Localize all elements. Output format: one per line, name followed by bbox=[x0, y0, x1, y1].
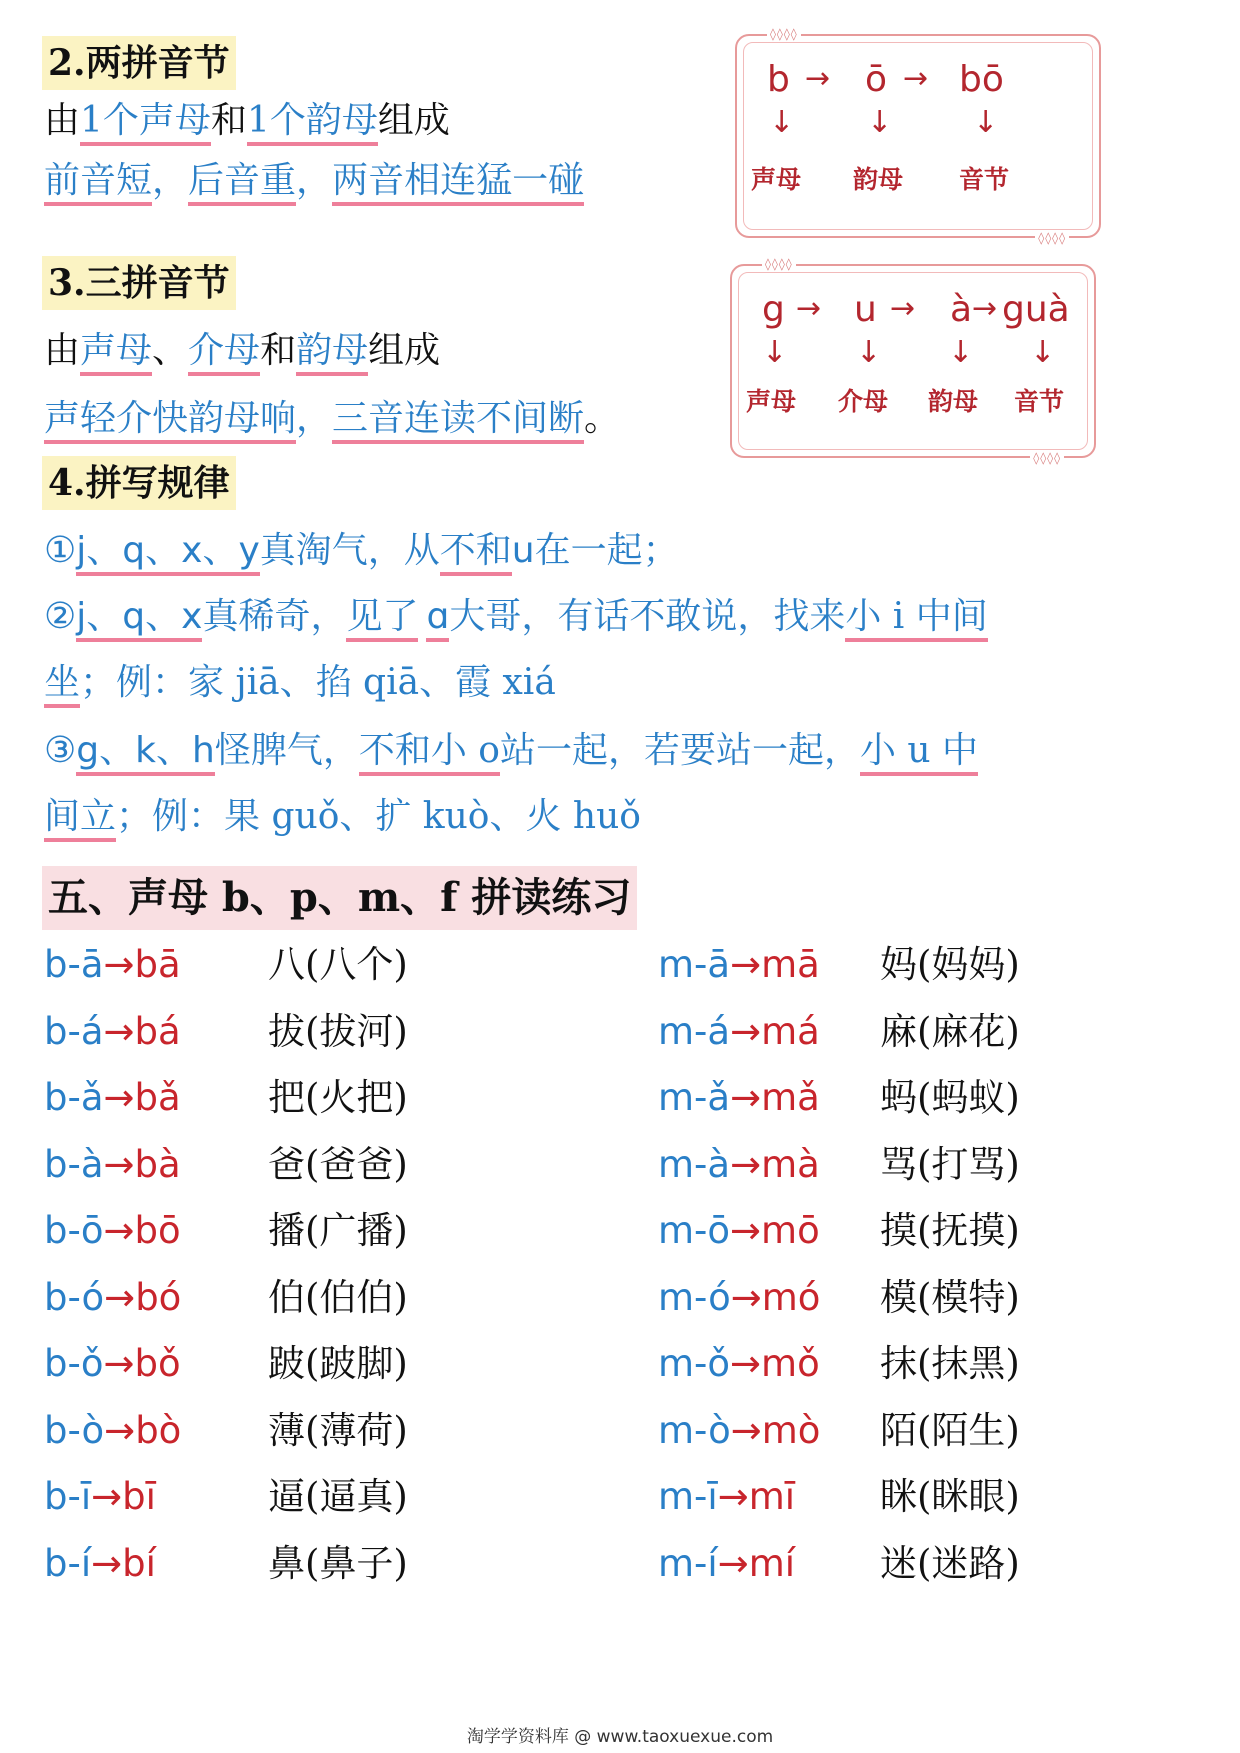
pinyin-syllable: bǒ bbox=[134, 1342, 181, 1385]
highlight-text: 小 i 中间 bbox=[845, 596, 987, 642]
pinyin-parts: m-ī bbox=[658, 1475, 718, 1518]
pinyin-syllable: mó bbox=[761, 1275, 821, 1319]
pinyin-spelling bbox=[658, 1404, 820, 1458]
pinyin-parts: m-í bbox=[658, 1541, 718, 1585]
highlight-text: j、q、x bbox=[76, 596, 202, 642]
text: ③ bbox=[44, 730, 77, 771]
highlight-text: 韵母 bbox=[296, 330, 368, 376]
highlight-text: 介母 bbox=[188, 330, 260, 376]
section-4-heading: 4.拼写规律 bbox=[42, 456, 236, 510]
practice-row bbox=[0, 1537, 1240, 1597]
practice-row bbox=[0, 938, 1240, 998]
pinyin-spelling bbox=[658, 1071, 820, 1125]
pinyin-spelling bbox=[658, 1470, 795, 1524]
pinyin-syllable: mí bbox=[748, 1541, 796, 1585]
pinyin-syllable: bǎ bbox=[134, 1076, 181, 1119]
down-arrow-icon: ↓ bbox=[867, 105, 893, 140]
right-arrow-icon: → bbox=[103, 1209, 135, 1252]
two-syllable-diagram bbox=[735, 27, 1101, 245]
practice-row bbox=[0, 1138, 1240, 1198]
right-arrow-icon: → bbox=[103, 943, 135, 986]
chinese-word: 播(广播) bbox=[268, 1209, 408, 1252]
final-letter: à bbox=[950, 289, 973, 330]
right-arrow-icon: → bbox=[730, 1076, 762, 1119]
down-arrow-icon: ↓ bbox=[948, 335, 974, 370]
pinyin-syllable: bó bbox=[135, 1275, 182, 1319]
rule-1 bbox=[44, 524, 679, 578]
highlight-text: 声母 bbox=[80, 330, 152, 376]
text: ② bbox=[44, 596, 77, 637]
pinyin-spelling bbox=[658, 1271, 820, 1325]
chinese-word: 爸(爸爸) bbox=[268, 1142, 408, 1186]
highlight-text: 前音短 bbox=[44, 160, 152, 206]
chinese-word: 把(火把) bbox=[268, 1076, 408, 1119]
pinyin-parts: m-ō bbox=[658, 1209, 731, 1252]
highlight-text: 1个声母 bbox=[80, 100, 211, 146]
text: 。 bbox=[584, 398, 621, 439]
decoration-icon: ◊◊◊◊ bbox=[1035, 231, 1069, 245]
highlight-text: g、k、h bbox=[76, 730, 215, 776]
highlight-text: j、q、x、y bbox=[76, 530, 259, 576]
chinese-word: 拔(拔河) bbox=[268, 1009, 408, 1053]
text: 怪脾气， bbox=[214, 730, 359, 771]
chinese-word: 薄(薄荷) bbox=[268, 1408, 408, 1452]
chinese-word: 蚂(蚂蚁) bbox=[880, 1076, 1020, 1119]
text: 站一起，若要站一起， bbox=[499, 730, 860, 771]
pinyin-syllable: má bbox=[761, 1009, 820, 1053]
diagram-label: 音节 bbox=[959, 165, 1010, 194]
right-arrow-icon: → bbox=[103, 1342, 135, 1385]
chinese-word: 摸(抚摸) bbox=[880, 1209, 1020, 1252]
diagram-label: 音节 bbox=[1014, 387, 1065, 416]
pinyin-parts: b-à bbox=[44, 1142, 104, 1186]
highlight-text: 后音重 bbox=[188, 160, 296, 206]
pinyin-parts: m-ò bbox=[658, 1408, 731, 1452]
down-arrow-icon: ↓ bbox=[769, 105, 795, 140]
pinyin-syllable: mà bbox=[761, 1142, 820, 1186]
right-arrow-icon: → bbox=[730, 1009, 762, 1053]
pinyin-syllable: mī bbox=[748, 1475, 796, 1518]
right-arrow-icon: → bbox=[730, 1275, 762, 1319]
text: u bbox=[511, 530, 535, 571]
pinyin-syllable: bí bbox=[122, 1541, 156, 1585]
right-arrow-icon: → bbox=[805, 61, 831, 96]
right-arrow-icon: → bbox=[796, 291, 822, 326]
chinese-word: 妈(妈妈) bbox=[880, 943, 1020, 986]
initial-letter: b bbox=[767, 59, 790, 100]
chinese-word: 眯(眯眼) bbox=[880, 1475, 1020, 1518]
chinese-word: 逼(逼真) bbox=[268, 1475, 408, 1518]
pinyin-parts: b-ī bbox=[44, 1475, 92, 1518]
chinese-word: 鼻(鼻子) bbox=[268, 1541, 408, 1585]
practice-row bbox=[0, 1005, 1240, 1065]
pinyin-spelling bbox=[658, 1204, 820, 1258]
chinese-word: 抹(抹黑) bbox=[880, 1342, 1020, 1385]
down-arrow-icon: ↓ bbox=[973, 105, 999, 140]
text: ， bbox=[152, 160, 189, 201]
pinyin-parts: m-ǒ bbox=[658, 1342, 731, 1385]
pinyin-parts: m-á bbox=[658, 1009, 731, 1053]
practice-row bbox=[0, 1271, 1240, 1331]
pinyin-parts: b-ǎ bbox=[44, 1076, 104, 1119]
right-arrow-icon: → bbox=[103, 1009, 135, 1053]
pinyin-syllable: bō bbox=[134, 1209, 181, 1252]
highlight-text: 声轻介快韵母响 bbox=[44, 398, 296, 444]
diagram-label: 声母 bbox=[746, 387, 797, 416]
highlight-text: 小 u 中 bbox=[860, 730, 978, 776]
text: ， bbox=[296, 398, 333, 439]
pinyin-spelling bbox=[658, 1138, 820, 1192]
decoration-icon: ◊◊◊◊ bbox=[762, 257, 796, 271]
pinyin-parts: b-í bbox=[44, 1541, 92, 1585]
pinyin-syllable: bá bbox=[134, 1009, 181, 1053]
text: 和 bbox=[260, 330, 297, 371]
right-arrow-icon: → bbox=[730, 1209, 762, 1252]
text: ， bbox=[296, 160, 333, 201]
pinyin-parts: m-à bbox=[658, 1142, 731, 1186]
text: 组成 bbox=[377, 100, 450, 141]
right-arrow-icon: → bbox=[730, 943, 762, 986]
highlight-text: 1个韵母 bbox=[247, 100, 378, 146]
highlight-text: 不和 bbox=[440, 530, 512, 576]
right-arrow-icon: → bbox=[717, 1541, 749, 1585]
highlight-text: 间立 bbox=[44, 796, 116, 842]
pinyin-spelling bbox=[658, 1005, 820, 1059]
highlight-text: 坐 bbox=[44, 662, 80, 708]
syllable-letter: bō bbox=[959, 59, 1004, 100]
section-5-heading: 五、声母 b、p、m、f 拼读练习 bbox=[42, 866, 637, 930]
section-2-heading: 2.两拼音节 bbox=[42, 36, 236, 90]
pinyin-parts: b-ā bbox=[44, 943, 104, 986]
chinese-word: 跛(跛脚) bbox=[268, 1342, 408, 1385]
chinese-word: 迷(迷路) bbox=[880, 1541, 1020, 1585]
text: 大哥，有话不敢说，找来 bbox=[449, 596, 846, 637]
section-2-line-1 bbox=[44, 94, 450, 148]
chinese-word: 八(八个) bbox=[268, 943, 408, 986]
right-arrow-icon: → bbox=[104, 1275, 136, 1319]
rule-3 bbox=[44, 724, 978, 778]
text: 在一起； bbox=[534, 530, 679, 571]
highlight-text: 见了 bbox=[346, 596, 418, 642]
pinyin-parts: m-ó bbox=[658, 1275, 731, 1319]
diagram-label: 介母 bbox=[838, 387, 889, 416]
text: 和 bbox=[210, 100, 247, 141]
pinyin-syllable: mǒ bbox=[761, 1342, 820, 1385]
pinyin-syllable: bā bbox=[134, 943, 181, 986]
right-arrow-icon: → bbox=[730, 1342, 762, 1385]
decoration-icon: ◊◊◊◊ bbox=[1030, 451, 1064, 465]
final-letter: ō bbox=[865, 59, 888, 100]
highlight-text: 不和小 o bbox=[359, 730, 500, 776]
highlight-text: 三音连读不间断 bbox=[332, 398, 584, 444]
pinyin-syllable: mā bbox=[761, 943, 820, 986]
pinyin-syllable: mò bbox=[761, 1408, 821, 1452]
pinyin-syllable: mō bbox=[761, 1209, 820, 1252]
footer-credit: 淘学学资料库 @ www.taoxuexue.com bbox=[466, 1727, 774, 1747]
text: 真淘气，从 bbox=[259, 530, 440, 571]
decoration-icon: ◊◊◊◊ bbox=[767, 27, 801, 41]
rule-2 bbox=[44, 590, 988, 644]
down-arrow-icon: ↓ bbox=[856, 335, 882, 370]
rule-2-continued bbox=[44, 656, 556, 710]
right-arrow-icon: → bbox=[890, 291, 916, 326]
right-arrow-icon: → bbox=[972, 291, 998, 326]
right-arrow-icon: → bbox=[103, 1076, 135, 1119]
chinese-word: 陌(陌生) bbox=[880, 1408, 1020, 1452]
pinyin-parts: b-á bbox=[44, 1009, 104, 1053]
practice-row bbox=[0, 1204, 1240, 1264]
right-arrow-icon: → bbox=[91, 1475, 123, 1518]
right-arrow-icon: → bbox=[903, 61, 929, 96]
text: 由 bbox=[44, 330, 81, 371]
rule-3-continued bbox=[44, 790, 641, 844]
chinese-word: 骂(打骂) bbox=[880, 1142, 1020, 1186]
practice-row bbox=[0, 1071, 1240, 1131]
section-3-heading: 3.三拼音节 bbox=[42, 256, 236, 310]
highlight-text: ɑ bbox=[426, 596, 449, 642]
right-arrow-icon: → bbox=[730, 1142, 762, 1186]
pinyin-parts: b-ó bbox=[44, 1275, 105, 1319]
practice-row bbox=[0, 1404, 1240, 1464]
pinyin-spelling bbox=[658, 1537, 795, 1591]
diagram-label: 韵母 bbox=[928, 387, 979, 416]
section-3-line-1 bbox=[44, 324, 440, 378]
practice-row bbox=[0, 1470, 1240, 1530]
pinyin-spelling bbox=[658, 1337, 820, 1391]
down-arrow-icon: ↓ bbox=[1030, 335, 1056, 370]
pinyin-syllable: bò bbox=[135, 1408, 182, 1452]
right-arrow-icon: → bbox=[717, 1475, 749, 1518]
chinese-word: 伯(伯伯) bbox=[268, 1275, 408, 1319]
section-3-line-2 bbox=[44, 392, 620, 446]
pinyin-parts: m-ā bbox=[658, 943, 731, 986]
text: 、 bbox=[152, 330, 189, 371]
diagram-label: 声母 bbox=[751, 165, 802, 194]
text: 组成 bbox=[368, 330, 441, 371]
right-arrow-icon: → bbox=[103, 1142, 135, 1186]
highlight-text: 两音相连猛一碰 bbox=[332, 160, 584, 206]
text: 由 bbox=[44, 100, 81, 141]
right-arrow-icon: → bbox=[104, 1408, 136, 1452]
pinyin-syllable: mǎ bbox=[761, 1076, 820, 1119]
syllable-letter: guà bbox=[1002, 289, 1070, 330]
three-syllable-diagram bbox=[730, 257, 1096, 465]
text: ① bbox=[44, 530, 77, 571]
down-arrow-icon: ↓ bbox=[762, 335, 788, 370]
pinyin-parts: b-ò bbox=[44, 1408, 105, 1452]
initial-letter: g bbox=[762, 289, 785, 330]
pinyin-syllable: bī bbox=[122, 1475, 156, 1518]
pinyin-syllable: bà bbox=[134, 1142, 181, 1186]
right-arrow-icon: → bbox=[91, 1541, 123, 1585]
medial-letter: u bbox=[854, 289, 877, 330]
practice-row bbox=[0, 1337, 1240, 1397]
text: ；例：家 jiā、掐 qiā、霞 xiá bbox=[80, 662, 556, 703]
pinyin-parts: b-ǒ bbox=[44, 1342, 104, 1385]
chinese-word: 模(模特) bbox=[880, 1275, 1020, 1319]
text: ；例：果 guǒ、扩 kuò、火 huǒ bbox=[116, 796, 641, 837]
section-2-line-2 bbox=[44, 154, 584, 208]
chinese-word: 麻(麻花) bbox=[880, 1009, 1020, 1053]
diagram-label: 韵母 bbox=[853, 165, 904, 194]
text: 真稀奇， bbox=[202, 596, 347, 637]
pinyin-parts: m-ǎ bbox=[658, 1076, 731, 1119]
right-arrow-icon: → bbox=[730, 1408, 762, 1452]
pinyin-spelling bbox=[658, 938, 820, 992]
pinyin-parts: b-ō bbox=[44, 1209, 104, 1252]
